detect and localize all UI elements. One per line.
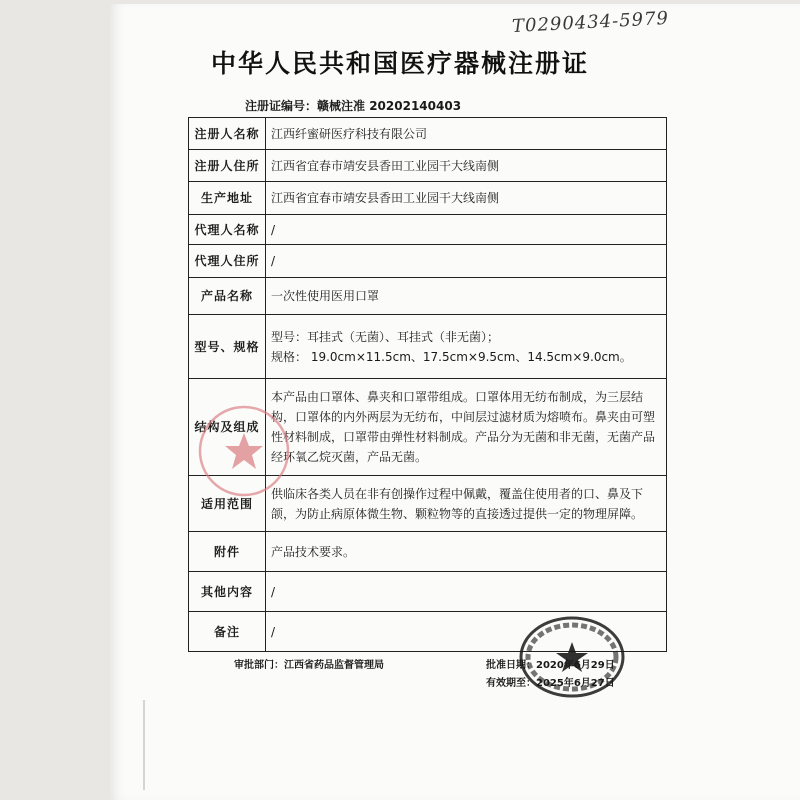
row-label: 适用范围	[189, 476, 266, 532]
row-label: 注册人名称	[189, 118, 266, 150]
row-label: 结构及组成	[189, 379, 266, 476]
row-label: 附件	[189, 532, 266, 572]
product-name-value: 一次性使用医用口罩	[266, 278, 667, 315]
row-label: 其他内容	[189, 572, 266, 612]
certificate-table	[188, 117, 667, 652]
row-label: 型号、规格	[189, 315, 266, 379]
row-label: 注册人住所	[189, 150, 266, 182]
table-row	[189, 118, 667, 150]
row-label: 代理人住所	[189, 245, 266, 278]
approver-department	[234, 656, 384, 671]
approver-label: 审批部门：	[234, 660, 284, 671]
agent-address-value: /	[266, 245, 667, 278]
registration-label: 注册证编号：	[245, 99, 318, 113]
registration-value: 赣械注准 20202140403	[317, 99, 462, 113]
row-label: 生产地址	[189, 182, 266, 215]
registrant-address-value: 江西省宜春市靖安县香田工业园干大线南侧	[266, 150, 667, 182]
row-label: 产品名称	[189, 278, 266, 315]
spec-line: 规格： 19.0cm×11.5cm、17.5cm×9.5cm、14.5cm×9.0cm。	[271, 349, 632, 364]
production-address-value: 江西省宜春市靖安县香田工业园干大线南侧	[266, 182, 667, 215]
handwritten-note: T0290434-5979	[511, 7, 670, 38]
structure-value: 本产品由口罩体、鼻夹和口罩带组成。口罩体用无纺布制成，为三层结构，口罩体的内外两层为无纺布，中间层过滤材质为熔喷布。鼻夹由可塑性材料制成，口罩带由弹性材料制成。产品分为无菌和非无菌，无菌产品经环氧乙烷灭菌，产品无菌。	[266, 379, 667, 476]
approver-value: 江西省药品监督管理局	[284, 660, 384, 671]
paper-edge	[143, 700, 165, 790]
registrant-name-value: 江西纤蜜研医疗科技有限公司	[266, 118, 667, 150]
row-label: 备注	[189, 612, 266, 652]
table-row	[189, 245, 667, 278]
registration-number	[245, 97, 461, 114]
table-row	[189, 315, 667, 379]
scope-value: 供临床各类人员在非有创操作过程中佩戴，覆盖住使用者的口、鼻及下颌，为防止病原体微生物、颗粒物等的直接透过提供一定的物理屏障。	[266, 476, 667, 532]
agent-name-value: /	[266, 215, 667, 245]
attachment-value: 产品技术要求。	[266, 532, 667, 572]
table-row	[189, 572, 667, 612]
table-row	[189, 215, 667, 245]
model-line: 型号：耳挂式（无菌）、耳挂式（非无菌）；	[271, 329, 500, 344]
model-spec-value	[266, 315, 667, 379]
page-title: 中华人民共和国医疗器械注册证	[210, 49, 589, 78]
row-label: 代理人名称	[189, 215, 266, 245]
table-row	[189, 182, 667, 215]
remarks-value: /	[266, 612, 667, 652]
table-row	[189, 278, 667, 315]
other-value: /	[266, 572, 667, 612]
expiry-date: 有效期至：2025年6月27日	[486, 678, 615, 689]
table-row	[189, 150, 667, 182]
seal-star-icon	[225, 433, 263, 469]
company-seal	[196, 403, 292, 499]
table-row	[189, 532, 667, 572]
approval-date: 批准日期：2020年6月29日	[486, 660, 615, 671]
